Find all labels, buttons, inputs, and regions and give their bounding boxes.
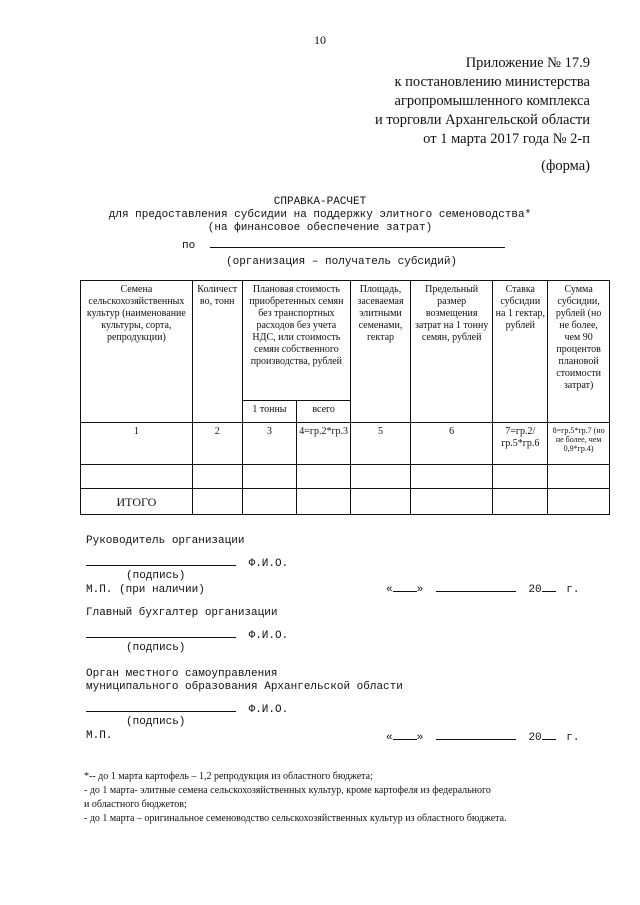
footnote-line: *-- до 1 марта картофель – 1,2 репродукция из областного бюджета; xyxy=(84,771,373,782)
day-field[interactable] xyxy=(393,739,417,740)
table-cell[interactable] xyxy=(351,489,411,515)
total-label: ИТОГО xyxy=(81,489,193,515)
appendix-line: агропромышленного комплекса xyxy=(394,93,590,109)
fio-label: Ф.И.О. xyxy=(248,704,289,716)
accountant-signature-row xyxy=(86,630,288,643)
authority-label: муниципального образования Архангельской области xyxy=(86,681,403,693)
document-title xyxy=(0,196,640,235)
date-close-quote: » xyxy=(416,732,424,744)
table-cell[interactable] xyxy=(493,465,548,489)
year-field[interactable] xyxy=(542,591,556,592)
fio-label: Ф.И.О. xyxy=(248,558,289,570)
table-cell[interactable] xyxy=(192,465,242,489)
head-label: Руководитель организации xyxy=(86,535,245,547)
signature-caption: (подпись) xyxy=(126,716,186,728)
page-number: 10 xyxy=(314,33,326,47)
accountant-label: Главный бухгалтер организации xyxy=(86,607,278,619)
column-number: 5 xyxy=(351,423,411,465)
recipient-line xyxy=(182,240,505,252)
column-number: 4=гр.2*гр.3 xyxy=(297,423,351,465)
column-number: 7=гр.2/гр.5*гр.6 xyxy=(493,423,548,465)
table-cell[interactable] xyxy=(351,465,411,489)
year-prefix: 20 xyxy=(528,732,542,744)
appendix-line: от 1 марта 2017 года № 2-п xyxy=(423,131,590,147)
signature-caption: (подпись) xyxy=(126,570,186,582)
title-line: (на финансовое обеспечение затрат) xyxy=(207,222,433,234)
header-area: Площадь, засеваемая элитными семенами, гектар xyxy=(351,281,411,423)
table-cell[interactable] xyxy=(410,465,493,489)
column-number: 2 xyxy=(192,423,242,465)
table-cell[interactable] xyxy=(548,465,610,489)
date-close-quote: » xyxy=(416,584,424,596)
header-total: всего xyxy=(297,401,351,423)
title-line: для предоставления субсидии на поддержку элитного семеноводства* xyxy=(108,209,532,221)
header-per-ton: 1 тонны xyxy=(242,401,297,423)
recipient-field[interactable] xyxy=(210,247,505,248)
year-suffix: г. xyxy=(566,732,580,744)
month-field[interactable] xyxy=(436,591,516,592)
authority-signature-row xyxy=(86,704,288,717)
authority-signature-field[interactable] xyxy=(86,711,236,712)
title-line: СПРАВКА-РАСЧЕТ xyxy=(273,196,367,208)
table-cell[interactable] xyxy=(192,489,242,515)
header-crops: Семена сельскохозяйственных культур (наименование культуры, сорта, репродукции) xyxy=(81,281,193,423)
appendix-line: Приложение № 17.9 xyxy=(465,55,590,71)
accountant-signature-field[interactable] xyxy=(86,637,236,638)
column-number: 3 xyxy=(242,423,297,465)
footnote-line: - до 1 марта – оригинальное семеноводство сельскохозяйственных культур из областного бюджета. xyxy=(84,813,507,824)
signature-caption: (подпись) xyxy=(126,642,186,654)
column-number: 6 xyxy=(410,423,493,465)
appendix-line: к постановлению министерства xyxy=(394,74,590,90)
date-row xyxy=(386,732,579,745)
date-row xyxy=(386,584,579,597)
footnotes xyxy=(84,770,604,826)
form-label: (форма) xyxy=(541,158,590,174)
recipient-caption: (организация – получатель субсидий) xyxy=(226,256,458,268)
column-number: 8=гр.5*гр.7 (но не более, чем 0,9*гр.4) xyxy=(548,423,610,465)
table-cell[interactable] xyxy=(81,465,193,489)
header-subsidy-sum: Сумма субсидии, рублей (но не более, чем 90 процентов плановой стоимости затрат) xyxy=(548,281,610,423)
header-rate: Ставка субсидии на 1 гектар, рублей xyxy=(493,281,548,423)
date-open-quote: « xyxy=(386,732,393,744)
table-cell[interactable] xyxy=(242,465,297,489)
table-cell[interactable] xyxy=(493,489,548,515)
head-signature-field[interactable] xyxy=(86,565,236,566)
appendix-header xyxy=(375,54,590,149)
footnote-line: и областного бюджетов; xyxy=(84,799,187,810)
stamp-label: М.П. xyxy=(86,730,113,742)
table-cell[interactable] xyxy=(297,465,351,489)
table-cell[interactable] xyxy=(297,489,351,515)
stamp-optional: М.П. (при наличии) xyxy=(86,584,205,596)
year-suffix: г. xyxy=(566,584,580,596)
header-quantity: Количест во, тонн xyxy=(192,281,242,423)
appendix-line: и торговли Архангельской области xyxy=(374,112,590,128)
header-max-reimbursement: Предельный размер возмещения затрат на 1 тонну семян, рублей xyxy=(410,281,493,423)
day-field[interactable] xyxy=(393,591,417,592)
month-field[interactable] xyxy=(436,739,516,740)
table-cell[interactable] xyxy=(242,489,297,515)
column-number: 1 xyxy=(81,423,193,465)
date-open-quote: « xyxy=(386,584,393,596)
table-cell[interactable] xyxy=(548,489,610,515)
fio-label: Ф.И.О. xyxy=(248,630,289,642)
calculation-table xyxy=(80,280,610,515)
table-cell[interactable] xyxy=(410,489,493,515)
authority-label: Орган местного самоуправления xyxy=(86,668,278,680)
year-field[interactable] xyxy=(542,739,556,740)
header-planned-cost: Плановая стоимость приобретенных семян без транспортных расходов без учета НДС, или стоимость семян собственного производства, рублей xyxy=(242,281,350,401)
recipient-prefix: по xyxy=(182,240,196,252)
footnote-line: - до 1 марта- элитные семена сельскохозяйственных культур, кроме картофеля из федерального xyxy=(84,785,491,796)
year-prefix: 20 xyxy=(528,584,542,596)
head-signature-row xyxy=(86,558,288,571)
